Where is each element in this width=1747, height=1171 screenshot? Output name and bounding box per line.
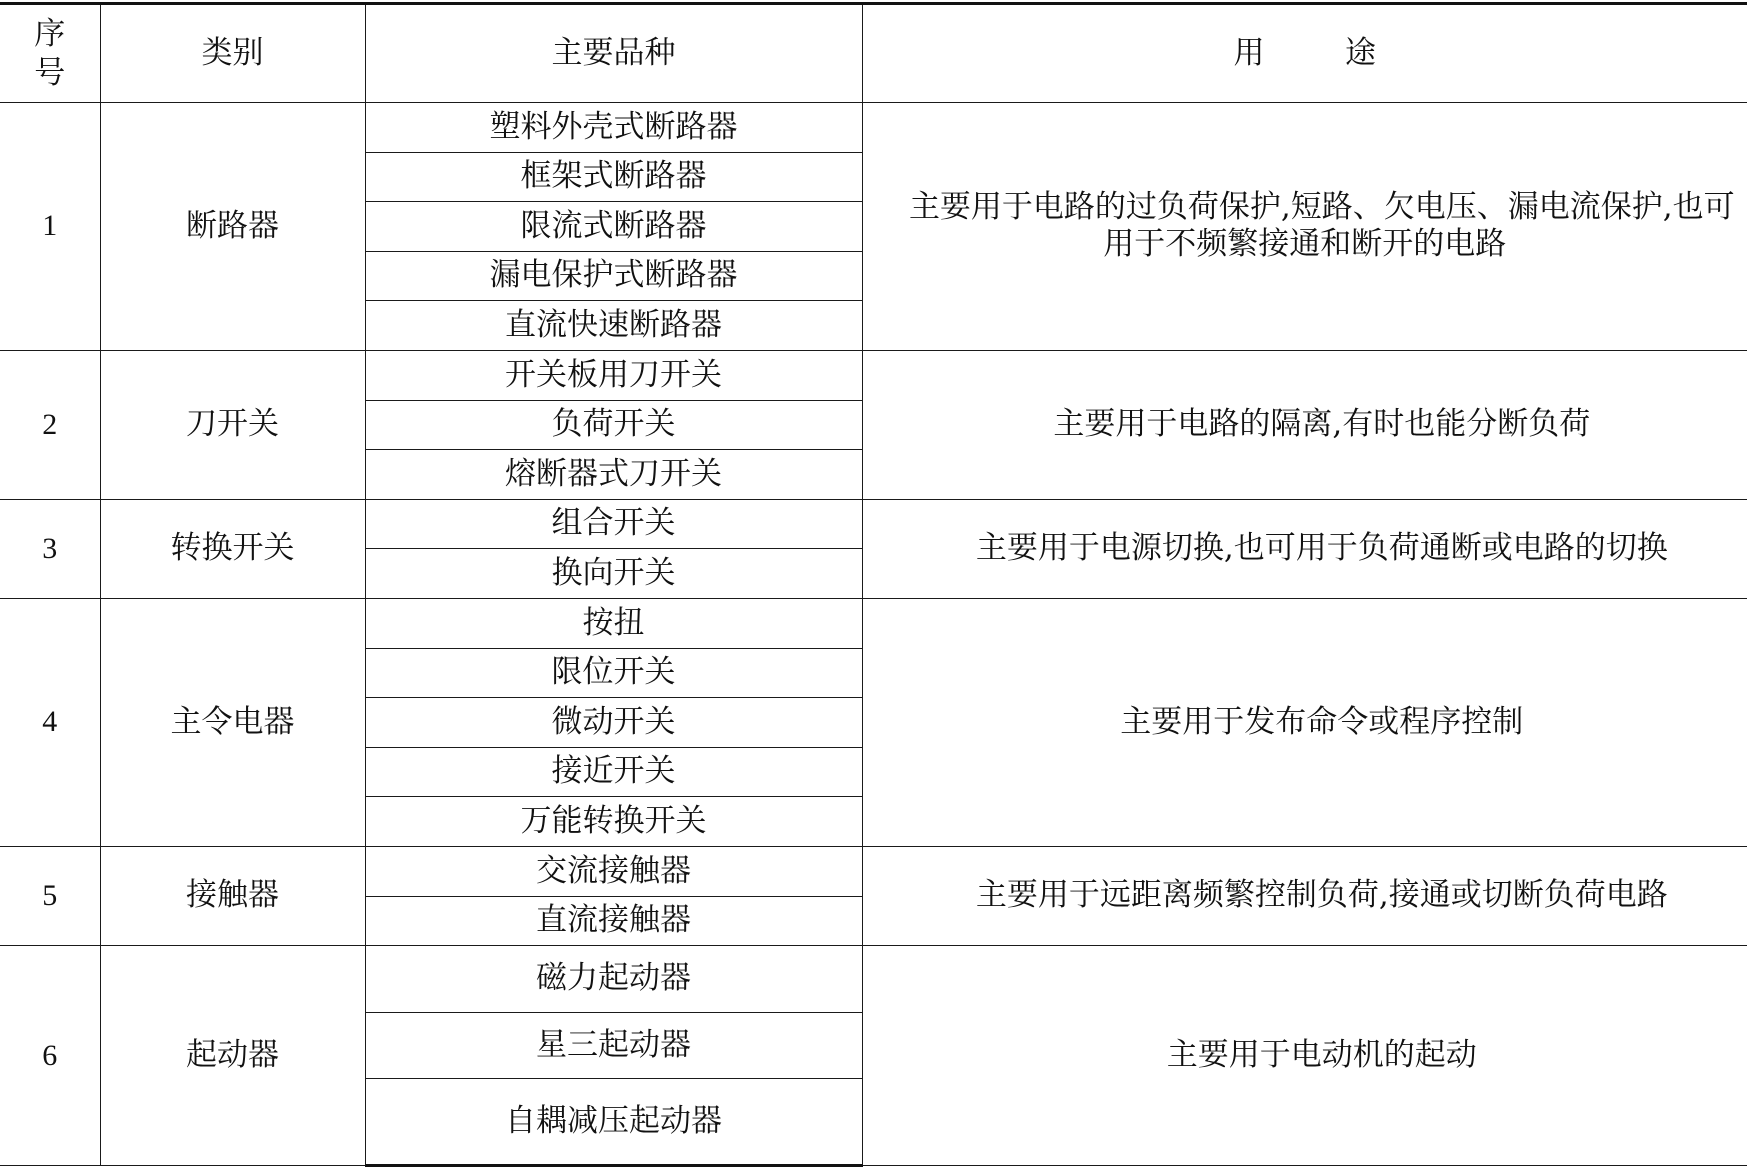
row-number: 4 xyxy=(0,598,100,846)
usage-cell: 主要用于电源切换,也可用于负荷通断或电路的切换 xyxy=(862,499,1747,598)
variety-cell: 负荷开关 xyxy=(365,400,862,450)
variety-cell: 万能转换开关 xyxy=(365,797,862,847)
variety-cell: 换向开关 xyxy=(365,549,862,599)
category-cell: 主令电器 xyxy=(100,598,365,846)
row-number: 2 xyxy=(0,350,100,499)
variety-cell: 限流式断路器 xyxy=(365,202,862,252)
row-number: 6 xyxy=(0,946,100,1166)
variety-cell: 组合开关 xyxy=(365,499,862,549)
category-cell: 断路器 xyxy=(100,103,365,351)
usage-cell: 主要用于电动机的起动 xyxy=(862,946,1747,1166)
variety-cell: 交流接触器 xyxy=(365,846,862,896)
row-number: 1 xyxy=(0,103,100,351)
variety-cell: 塑料外壳式断路器 xyxy=(365,103,862,153)
usage-cell: 主要用于远距离频繁控制负荷,接通或切断负荷电路 xyxy=(862,846,1747,945)
table-row xyxy=(0,103,1747,153)
variety-cell: 按扭 xyxy=(365,598,862,648)
category-cell: 转换开关 xyxy=(100,499,365,598)
variety-cell: 熔断器式刀开关 xyxy=(365,450,862,500)
variety-cell: 星三起动器 xyxy=(365,1012,862,1079)
table-row xyxy=(0,846,1747,896)
variety-cell: 开关板用刀开关 xyxy=(365,350,862,400)
variety-cell: 磁力起动器 xyxy=(365,946,862,1013)
header-row xyxy=(0,4,1747,103)
variety-cell: 接近开关 xyxy=(365,747,862,797)
table-row xyxy=(0,946,1747,1013)
variety-cell: 框架式断路器 xyxy=(365,152,862,202)
variety-cell: 限位开关 xyxy=(365,648,862,698)
header-category: 类别 xyxy=(100,4,365,103)
category-cell: 刀开关 xyxy=(100,350,365,499)
header-varieties: 主要品种 xyxy=(365,4,862,103)
row-number: 5 xyxy=(0,846,100,945)
usage-cell: 主要用于电路的过负荷保护,短路、欠电压、漏电流保护,也可用于不频繁接通和断开的电路 xyxy=(862,103,1747,351)
usage-cell: 主要用于电路的隔离,有时也能分断负荷 xyxy=(862,350,1747,499)
table-row xyxy=(0,499,1747,549)
header-no: 序号 xyxy=(0,4,100,103)
variety-cell: 漏电保护式断路器 xyxy=(365,251,862,301)
table-row xyxy=(0,350,1747,400)
variety-cell: 直流接触器 xyxy=(365,896,862,946)
row-number: 3 xyxy=(0,499,100,598)
variety-cell: 自耦减压起动器 xyxy=(365,1079,862,1166)
category-cell: 接触器 xyxy=(100,846,365,945)
table-row xyxy=(0,598,1747,648)
variety-cell: 直流快速断路器 xyxy=(365,301,862,351)
category-cell: 起动器 xyxy=(100,946,365,1166)
variety-cell: 微动开关 xyxy=(365,698,862,748)
header-usage: 用途 xyxy=(862,4,1747,103)
electrical-apparatus-table xyxy=(0,2,1747,1167)
usage-cell: 主要用于发布命令或程序控制 xyxy=(862,598,1747,846)
